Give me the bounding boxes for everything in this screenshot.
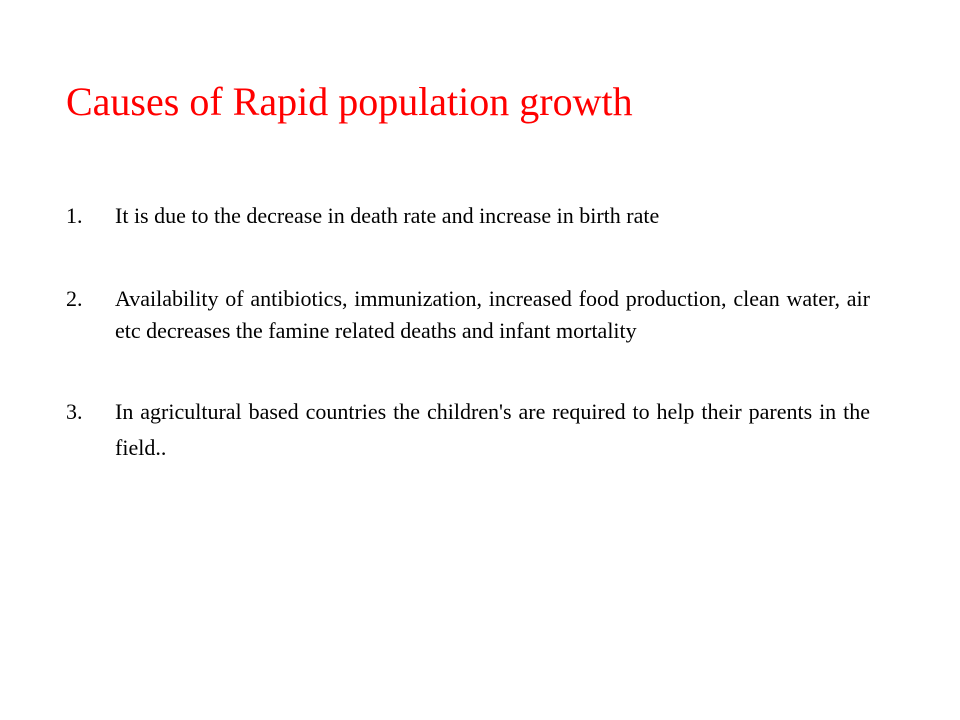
list-item <box>66 396 870 466</box>
numbered-list <box>66 200 870 466</box>
list-item <box>66 200 870 232</box>
slide-title: Causes of Rapid population growth <box>66 79 633 124</box>
list-item-text: In agricultural based countries the children's are required to help their parents in the field.. <box>115 399 870 460</box>
list-item <box>66 283 870 347</box>
list-item-number: 1. <box>66 203 83 228</box>
list-item-number: 2. <box>66 286 83 311</box>
list-item-number: 3. <box>66 399 83 424</box>
list-item-text: Availability of antibiotics, immunization, increased food production, clean water, air etc decreases the famine related deaths and infant mortality <box>115 286 870 343</box>
list-item-text: It is due to the decrease in death rate and increase in birth rate <box>115 203 660 228</box>
